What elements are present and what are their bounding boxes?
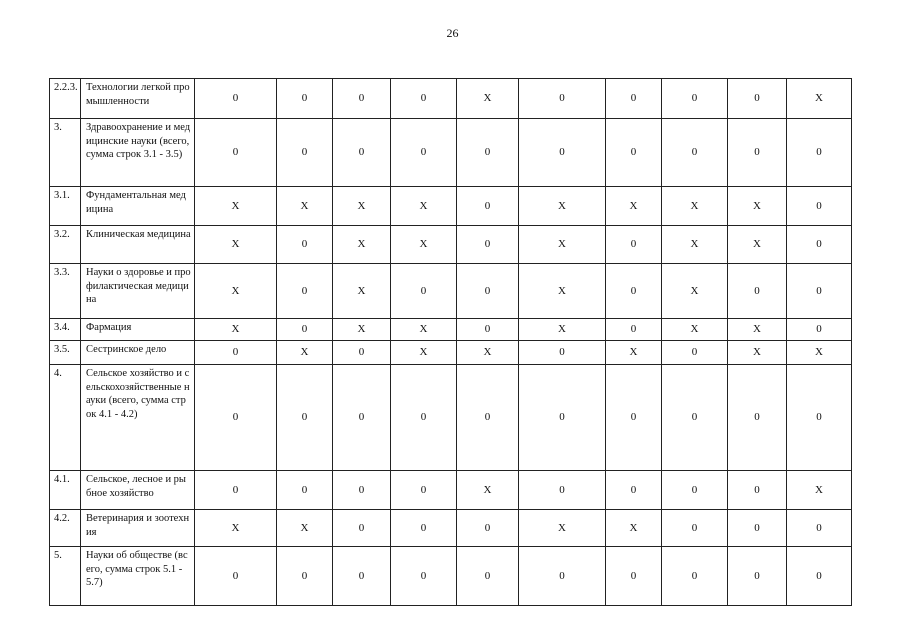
value-cell: X <box>195 226 277 264</box>
value-cell: 0 <box>787 319 852 341</box>
value-cell: 0 <box>457 264 519 319</box>
value-cell: 0 <box>519 471 606 510</box>
value-cell: 0 <box>277 547 333 606</box>
value-cell: X <box>277 510 333 547</box>
value-cell: X <box>333 319 391 341</box>
value-cell: X <box>728 226 787 264</box>
row-number: 3.5. <box>50 341 81 365</box>
value-cell: 0 <box>333 510 391 547</box>
value-cell: 0 <box>787 264 852 319</box>
value-cell: 0 <box>519 365 606 471</box>
table-row <box>50 471 852 510</box>
value-cell: X <box>662 187 728 226</box>
value-cell: 0 <box>457 547 519 606</box>
value-cell: 0 <box>457 226 519 264</box>
value-cell: 0 <box>391 510 457 547</box>
value-cell: X <box>728 319 787 341</box>
value-cell: 0 <box>333 471 391 510</box>
value-cell: X <box>391 319 457 341</box>
value-cell: 0 <box>662 365 728 471</box>
value-cell: 0 <box>333 365 391 471</box>
value-cell: 0 <box>662 341 728 365</box>
value-cell: 0 <box>519 547 606 606</box>
value-cell: X <box>662 226 728 264</box>
value-cell: 0 <box>728 471 787 510</box>
value-cell: X <box>277 341 333 365</box>
value-cell: 0 <box>519 341 606 365</box>
value-cell: X <box>195 510 277 547</box>
value-cell: 0 <box>195 341 277 365</box>
value-cell: 0 <box>277 226 333 264</box>
value-cell: 0 <box>728 264 787 319</box>
table-row <box>50 365 852 471</box>
value-cell: X <box>333 187 391 226</box>
value-cell: X <box>519 226 606 264</box>
value-cell: 0 <box>457 365 519 471</box>
value-cell: 0 <box>277 365 333 471</box>
value-cell: 0 <box>787 187 852 226</box>
value-cell: 0 <box>333 547 391 606</box>
value-cell: 0 <box>391 471 457 510</box>
value-cell: 0 <box>606 365 662 471</box>
value-cell: 0 <box>728 119 787 187</box>
value-cell: 0 <box>391 79 457 119</box>
value-cell: 0 <box>457 119 519 187</box>
value-cell: 0 <box>606 264 662 319</box>
table-row <box>50 510 852 547</box>
value-cell: X <box>519 264 606 319</box>
value-cell: X <box>787 341 852 365</box>
value-cell: 0 <box>662 79 728 119</box>
row-number: 2.2.3. <box>50 79 81 119</box>
value-cell: 0 <box>457 510 519 547</box>
value-cell: 0 <box>728 365 787 471</box>
value-cell: 0 <box>277 79 333 119</box>
value-cell: 0 <box>457 319 519 341</box>
value-cell: 0 <box>277 119 333 187</box>
value-cell: X <box>457 471 519 510</box>
value-cell: X <box>333 264 391 319</box>
value-cell: X <box>606 341 662 365</box>
value-cell: 0 <box>606 547 662 606</box>
table-row <box>50 187 852 226</box>
row-number: 3.1. <box>50 187 81 226</box>
value-cell: 0 <box>195 119 277 187</box>
value-cell: X <box>662 264 728 319</box>
value-cell: X <box>728 187 787 226</box>
row-name: Фармация <box>81 319 195 341</box>
value-cell: 0 <box>391 547 457 606</box>
value-cell: 0 <box>391 119 457 187</box>
value-cell: 0 <box>195 547 277 606</box>
value-cell: X <box>519 510 606 547</box>
value-cell: X <box>728 341 787 365</box>
value-cell: 0 <box>662 471 728 510</box>
value-cell: 0 <box>277 264 333 319</box>
row-name: Ветеринария и зоотехния <box>81 510 195 547</box>
row-name: Сельское, лесное и рыбное хозяйство <box>81 471 195 510</box>
value-cell: 0 <box>195 471 277 510</box>
value-cell: 0 <box>195 365 277 471</box>
table-row <box>50 79 852 119</box>
row-name: Сестринское дело <box>81 341 195 365</box>
value-cell: 0 <box>606 226 662 264</box>
row-number: 5. <box>50 547 81 606</box>
value-cell: 0 <box>457 187 519 226</box>
value-cell: X <box>457 79 519 119</box>
page-number: 26 <box>446 26 459 40</box>
value-cell: X <box>606 187 662 226</box>
table-row <box>50 226 852 264</box>
table-row <box>50 119 852 187</box>
row-name: Фундаментальная медицина <box>81 187 195 226</box>
row-name: Здравоохранение и медицинские науки (всего, сумма строк 3.1 - 3.5) <box>81 119 195 187</box>
value-cell: X <box>391 226 457 264</box>
value-cell: 0 <box>787 119 852 187</box>
row-number: 4.1. <box>50 471 81 510</box>
value-cell: 0 <box>195 79 277 119</box>
value-cell: 0 <box>662 547 728 606</box>
value-cell: 0 <box>728 547 787 606</box>
row-number: 3.4. <box>50 319 81 341</box>
value-cell: 0 <box>606 79 662 119</box>
row-name: Науки об обществе (всего, сумма строк 5.1 - 5.7) <box>81 547 195 606</box>
value-cell: X <box>195 264 277 319</box>
table-row <box>50 547 852 606</box>
value-cell: 0 <box>662 119 728 187</box>
value-cell: 0 <box>333 119 391 187</box>
value-cell: X <box>333 226 391 264</box>
row-number: 3.3. <box>50 264 81 319</box>
value-cell: 0 <box>519 119 606 187</box>
value-cell: X <box>391 187 457 226</box>
table-row <box>50 319 852 341</box>
value-cell: X <box>787 79 852 119</box>
value-cell: 0 <box>333 341 391 365</box>
value-cell: X <box>195 187 277 226</box>
value-cell: X <box>519 319 606 341</box>
value-cell: 0 <box>787 365 852 471</box>
value-cell: X <box>787 471 852 510</box>
row-number: 4. <box>50 365 81 471</box>
value-cell: X <box>457 341 519 365</box>
value-cell: 0 <box>606 471 662 510</box>
value-cell: 0 <box>662 510 728 547</box>
row-name: Технологии легкой промышленности <box>81 79 195 119</box>
row-name: Сельское хозяйство и сельскохозяйственные науки (всего, сумма строк 4.1 - 4.2) <box>81 365 195 471</box>
row-number: 3. <box>50 119 81 187</box>
value-cell: 0 <box>277 471 333 510</box>
value-cell: 0 <box>519 79 606 119</box>
value-cell: 0 <box>333 79 391 119</box>
value-cell: 0 <box>606 119 662 187</box>
value-cell: 0 <box>728 79 787 119</box>
value-cell: 0 <box>787 547 852 606</box>
table-row <box>50 264 852 319</box>
row-name: Клиническая медицина <box>81 226 195 264</box>
value-cell: 0 <box>391 365 457 471</box>
row-number: 4.2. <box>50 510 81 547</box>
value-cell: X <box>519 187 606 226</box>
value-cell: X <box>195 319 277 341</box>
data-table <box>49 78 852 606</box>
value-cell: X <box>662 319 728 341</box>
value-cell: 0 <box>728 510 787 547</box>
value-cell: 0 <box>606 319 662 341</box>
value-cell: 0 <box>277 319 333 341</box>
row-name: Науки о здоровье и профилактическая медицина <box>81 264 195 319</box>
value-cell: 0 <box>787 510 852 547</box>
value-cell: 0 <box>391 264 457 319</box>
value-cell: X <box>277 187 333 226</box>
value-cell: 0 <box>787 226 852 264</box>
row-number: 3.2. <box>50 226 81 264</box>
table-row <box>50 341 852 365</box>
value-cell: X <box>391 341 457 365</box>
value-cell: X <box>606 510 662 547</box>
